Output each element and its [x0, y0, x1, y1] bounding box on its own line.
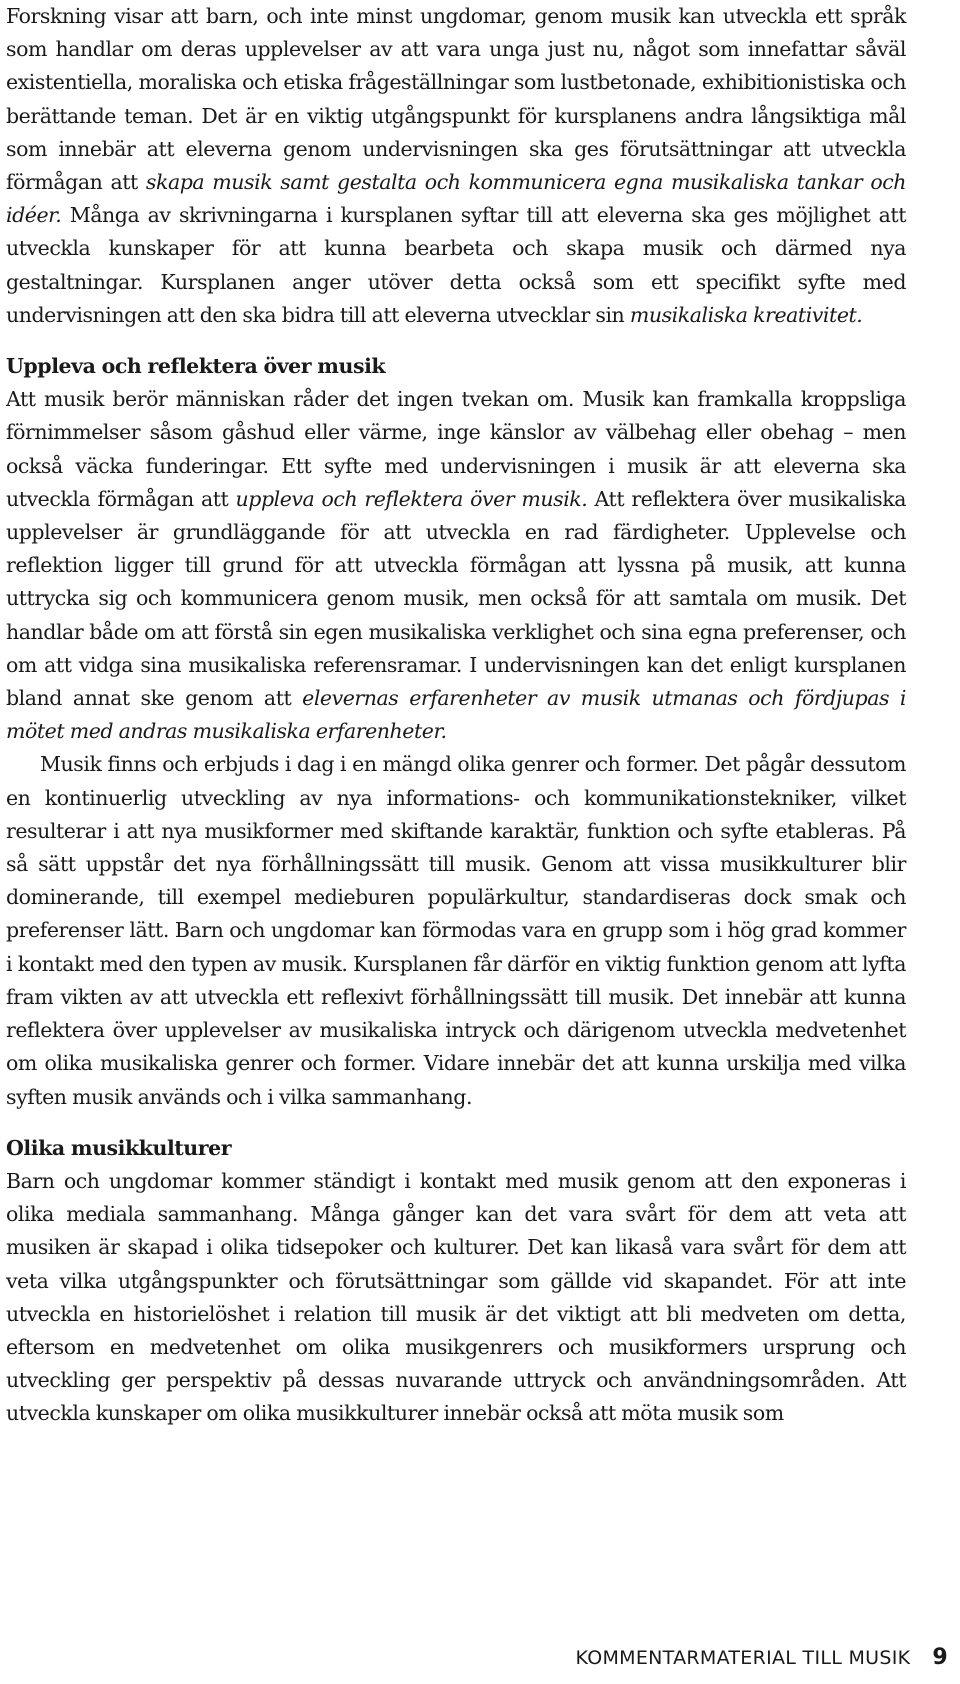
running-title: KOMMENTARMATERIAL TILL MUSIK [575, 1647, 911, 1669]
paragraph-creativity [6, 0, 906, 332]
paragraph-genrer: Musik finns och erbjuds i dag i en mängd olika genrer och former. Det pågår dessutom en kontinuerlig utveckling av nya informations- och kommunikationstekniker, vilket resulterar i att nya musikformer med skiftande karaktär, funktion och syfte etableras. På så sätt uppstår det nya förhållningssätt till musik. Genom att vissa musikkulturer blir dominerande, till exempel medieburen populärkultur, standardiseras dock smak och preferenser lätt. Barn och ungdomar kan förmodas vara en grupp som i hög grad kommer i kontakt med den typen av musik. Kursplanen får därför en viktig funktion genom att lyfta fram vikten av att utveckla ett reflexivt förhållningssätt till musik. Det innebär att kunna reflektera över upplevelser av musikaliska intryck och därigenom utveckla medvetenhet om olika musikaliska genrer och former. Vidare innebär det att kunna urskilja med vilka syften musik används och i vilka sammanhang. [6, 752, 906, 1109]
emphasized-quote: musikaliska kreativitet. [629, 302, 863, 327]
paragraph-text: Att reflektera över musikaliska upplevelser är grundläggande för att utveckla en rad färdigheter. Upplevelse och reflektion ligger till grund för att utveckla förmågan att lyssna på musik, att kunna uttrycka sig och kommunicera genom musik, men också för att samtala om musik. Det handlar både om att förstå sin egen musikaliska verklighet och sina egna preferenser, och om att vidga sina musikaliska referensramar. I undervisningen kan det enligt kursplanen bland annat ske genom att [6, 486, 906, 711]
paragraph-musikkulturer: Barn och ungdomar kommer ständigt i kontakt med musik genom att den exponeras i olika mediala sammanhang. Många gånger kan det vara svårt för dem att veta att musiken är skapad i olika tidsepoker och kulturer. Det kan likaså vara svårt för dem att veta vilka utgångspunkter och förutsättningar som gällde vid skapandet. För att inte utveckla en historielöshet i relation till musik är det viktigt att bli medveten om detta, eftersom en medvetenhet om olika musikgenrers och musikformers ursprung och utveckling ger perspektiv på dessas nuvarande uttryck och användningsområden. Att utveckla kunskaper om olika musikkulturer innebär också att möta musik som [6, 1168, 906, 1426]
page-footer [575, 1644, 948, 1672]
paragraph-text: Forskning visar att barn, och inte minst ungdomar, genom musik kan utveckla ett språk som handlar om deras upplevelser av att vara unga just nu, något som innefattar såväl existentiella, moraliska och etiska frågeställningar som lustbetonade, exhibitionistiska och berättande teman. Det är en viktig utgångspunkt för kursplanens andra långsiktiga mål som innebär att eleverna genom undervisningen ska ges förutsättningar att utveckla förmågan att [6, 4, 906, 195]
section-heading-musikkulturer: Olika musikkulturer [6, 1135, 232, 1160]
page-number: 9 [932, 1645, 948, 1670]
emphasized-quote: skapa musik samt gestalta och kommunicera egna musikaliska tankar och idéer. [6, 170, 906, 228]
emphasized-quote: elevernas erfarenheter av musik utmanas och fördjupas i mötet med andras musikaliska erfarenheter. [6, 686, 906, 744]
section-heading-uppleva: Uppleva och reflektera över musik [6, 354, 386, 379]
document-body [6, 0, 906, 1431]
emphasized-quote: uppleva och reflektera över musik. [235, 486, 588, 511]
paragraph-uppleva [6, 383, 906, 748]
paragraph-text: Många av skrivningarna i kursplanen syftar till att eleverna ska ges möjlighet att utveckla kunskaper för att kunna bearbeta och skapa musik och därmed nya gestaltningar. Kursplanen anger utöver detta också som ett specifikt syfte med undervisningen att den ska bidra till att eleverna utvecklar sin [6, 203, 906, 327]
paragraph-text: Att musik berör människan råder det ingen tvekan om. Musik kan framkalla kroppsliga förnimmelser såsom gåshud eller värme, inge känslor av välbehag eller obehag – men också väcka funderingar. Ett syfte med undervisningen i musik är att eleverna ska utveckla förmågan att [6, 387, 906, 511]
